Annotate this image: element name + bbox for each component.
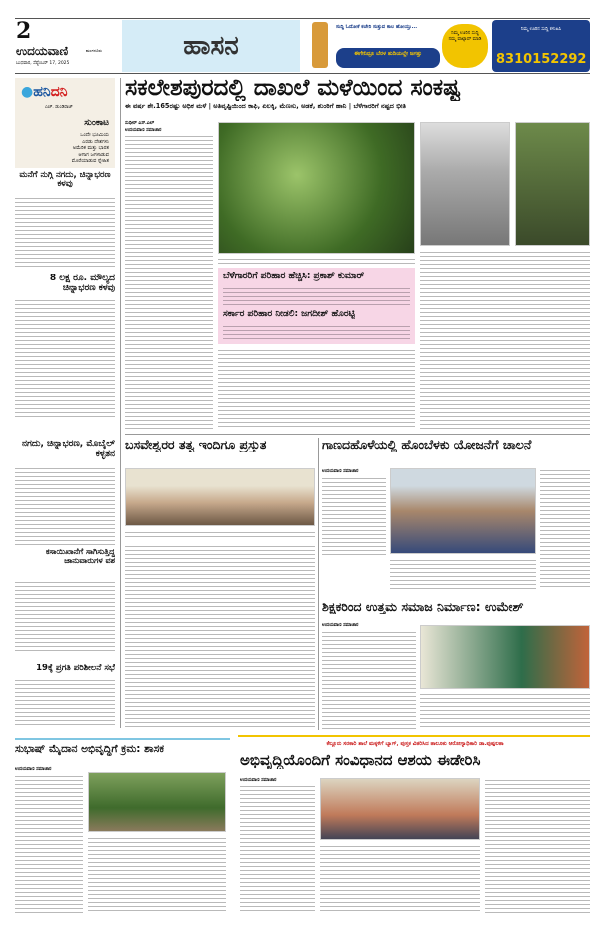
- hanidani-author: ಎಚ್. ಡುಂಡಿರಾಜ್: [45, 105, 73, 110]
- lead-headline: ಸಕಲೇಶಪುರದಲ್ಲಿ ದಾಖಲೆ ಮಳೆಯಿಂದ ಸಂಕಷ್ಟ: [125, 76, 461, 101]
- lead-text-col1: [125, 134, 213, 429]
- ganada-event-photo: [390, 468, 536, 554]
- samvidhana-byline: ಉದಯವಾಣಿ ಸಮಾಚಾರ: [240, 778, 277, 783]
- page-number: 2: [16, 18, 32, 44]
- coffee-plant-photo: [218, 122, 415, 254]
- rule: [238, 735, 590, 737]
- basava-headline: ಬಸವೇಶ್ವರರ ತತ್ವ ಇಂದಿಗೂ ಪ್ರಸ್ತುತ: [125, 438, 267, 452]
- hanidani-logo: ●ಹನಿದನಿ: [21, 84, 68, 100]
- basava-event-photo: [125, 468, 315, 526]
- lead-text-right: [420, 250, 590, 430]
- samvidhana-event-photo: [320, 778, 480, 840]
- ad-line1: ಸುದ್ದಿ ಓದೋಕೆ ಕಚೇರಿ ಸುತ್ತುವ ಕಾಲ ಹೋಯ್ತು...: [336, 24, 418, 30]
- ganada-headline: ಗಾಣದಹೊಳೆಯಲ್ಲಿ ಹೊಂಬೆಳಕು ಯೋಜನೆಗೆ ಚಾಲನೆ: [322, 438, 532, 452]
- subhash-text-2: [88, 836, 226, 914]
- edition: ಮಂಗಳೂರು: [86, 48, 102, 53]
- sidebar-box: [218, 268, 415, 344]
- box-headline-1: ಬೆಳೆಗಾರರಿಗೆ ಪರಿಹಾರ ಹೆಚ್ಚಿಸಿ: ಪ್ರಕಾಶ್ ಕುಮಾರ್: [223, 272, 365, 281]
- poem-title: ಸುಂಕಾಟ: [84, 118, 109, 128]
- rule: [15, 738, 230, 740]
- column-rule: [120, 78, 121, 728]
- lead-dateline: ಉದಯವಾಣಿ ಸಮಾಚಾರ: [125, 128, 162, 133]
- subhash-byline: ಉದಯವಾಣಿ ಸಮಾಚಾರ: [15, 767, 52, 772]
- left-story-1-text: [15, 196, 115, 270]
- ad-bubble: ನಿಮ್ಮ ಊರಿನ ಸುದ್ದಿ ನಮ್ಮ ವಾಟ್ಸಾಪ್ ಮಾಡಿ: [442, 24, 488, 68]
- basava-caption: [125, 530, 315, 540]
- shikshaka-byline: ಉದಯವಾಣಿ ಸಮಾಚಾರ: [322, 623, 359, 628]
- left-story-2-text: [15, 298, 115, 418]
- top-rule: [15, 18, 590, 19]
- lead-text-col2: [218, 348, 415, 430]
- shikshaka-text-2: [420, 692, 590, 730]
- shikshaka-text: [322, 630, 416, 730]
- box-headline-2: ಸರ್ಕಾರ ಪರಿಹಾರ ನೀಡಲಿ: ಜಗದೀಶ್ ಹೊರಟ್ಟಿ: [223, 310, 356, 319]
- ganada-text: [322, 476, 386, 556]
- masthead: ಉದಯವಾಣಿ: [16, 44, 69, 58]
- ganada-text-2: [540, 468, 590, 588]
- hanidani-box: [15, 78, 115, 168]
- header-rule: [15, 73, 590, 74]
- whatsapp-ad[interactable]: [300, 20, 590, 72]
- ganada-byline: ಉದಯವಾಣಿ ಸಮಾಚಾರ: [322, 469, 359, 474]
- ad-line2: ಈಗೇನಿದ್ರೂ ಬೆರಳ ತುದಿಯಲ್ಲೇ ಜಗತ್ತು: [336, 48, 440, 68]
- shikshaka-headline: ಶಿಕ್ಷಕರಿಂದ ಉತ್ತಮ ಸಮಾಜ ನಿರ್ಮಾಣ: ಉಮೇಶ್: [322, 600, 524, 614]
- ad-right-text: ನಿಮ್ಮ ಊರಿನ ಸುದ್ದಿ ಕಳುಹಿಸಿ: [520, 27, 562, 32]
- shikshaka-event-photo: [420, 625, 590, 689]
- samvidhana-text-3: [485, 778, 590, 914]
- phone-hand-icon: [312, 22, 328, 68]
- crop-damage-photo: [420, 122, 510, 246]
- left-headline-4: ಕಸಾಯಿಖಾನೆಗೆ ಸಾಗಿಸುತ್ತಿದ್ದ ಜಾನುವಾರುಗಳ ವಶ: [45, 548, 115, 565]
- rule: [318, 438, 319, 730]
- samvidhana-headline: ಅಭಿವೃದ್ಧಿಯೊಂದಿಗೆ ಸಂವಿಧಾನದ ಆಶಯ ಈಡೇರಿಸಿ: [240, 752, 481, 769]
- subhash-ground-photo: [88, 772, 226, 832]
- samvidhana-kicker: ಕೆಲ್ಲೂರು ಸರಕಾರಿ ಶಾಲೆ ಮಕ್ಕಳಿಗೆ ಬ್ಯಾಗ್, ಪುಸ್ತಕ ವಿತರಿಸಿದ ತಾಲೂಕು ಆರೋಗ್ಯಾಧಿಕಾರಿ ಡಾ.ಪುಷ್ಪಲತಾ: [326, 741, 504, 747]
- basava-text: [125, 544, 315, 730]
- subhash-headline: ಸುಭಾಷ್ ಮೈದಾನ ಅಭಿವೃದ್ಧಿಗೆ ಕ್ರಮ: ಶಾಸಕ: [15, 744, 164, 755]
- ad-phone: 8310152292: [496, 52, 587, 67]
- ganada-text-3: [390, 558, 536, 590]
- date: ಬುಧವಾರ, ಸೆಪ್ಟೆಂಬರ್ 17, 2025: [16, 61, 70, 66]
- left-headline-3: ನಗದು, ಚಿನ್ನಾಭರಣ, ಮೊಬೈಲ್ ಕಳ್ಳತನ: [21, 440, 115, 459]
- left-story-3-text: [15, 466, 115, 546]
- left-story-4-text: [15, 580, 115, 652]
- section-title: ಹಾಸನ: [122, 20, 300, 72]
- photo-caption: [218, 257, 415, 265]
- samvidhana-text: [240, 784, 315, 914]
- rule: [125, 434, 590, 435]
- samvidhana-text-2: [320, 844, 480, 914]
- left-headline-1: ಮನೆಗೆ ನುಗ್ಗಿ ನಗದು, ಚಿನ್ನಾಭರಣ ಕಳವು: [19, 171, 111, 190]
- subhash-text: [15, 774, 83, 914]
- lead-byline: ಸುಧೀರ್ ಎಸ್.ಎಲ್: [125, 121, 155, 126]
- left-story-5-text: [15, 678, 115, 726]
- poem: ಒಂದೇ ಭೂಮಿಯ ಎರಡು ದೇಶಗಳು ಅಮೆರಿಕ ಮತ್ತು ಭಾರತ ಆಗಾಗ ಜಗಳಾಡುವ ಮೊರೆಯಾಡುವ ಸ್ನೇಹಿತ: [71, 132, 109, 164]
- lead-subhead: ಈ ವರ್ಷ ಶೇ.165ರಷ್ಟು ಅಧಿಕ ಮಳೆ | ಅತಿವೃಷ್ಟಿಯಿಂದ ಕಾಫಿ, ಏಲಕ್ಕಿ, ಮೆಣಸು, ಅಡಕೆ, ಶುಂಠಿಗೆ ಹಾನಿ | ಬೆಳೆಗಾರರಿಗೆ ನಷ್ಟದ ಭೀತಿ: [125, 103, 407, 110]
- left-headline-5: 19ಕ್ಕೆ ಪ್ರಗತಿ ಪರಿಶೀಲನೆ ಸಭೆ: [36, 664, 115, 673]
- plantation-photo: [515, 122, 590, 246]
- left-headline-2: 8 ಲಕ್ಷ ರೂ. ಮೌಲ್ಯದ ಚಿನ್ನಾಭರಣ ಕಳವು: [49, 274, 115, 293]
